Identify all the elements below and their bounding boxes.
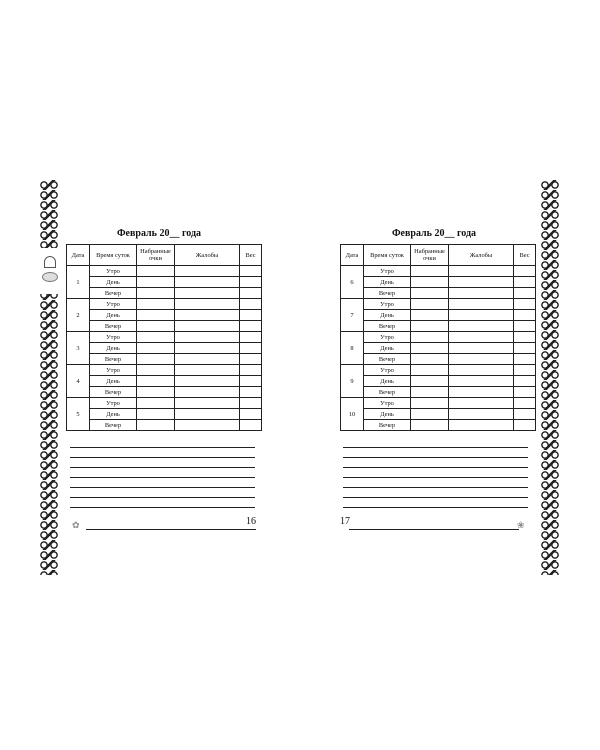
time-of-day-cell: День — [364, 277, 411, 288]
points-cell[interactable] — [411, 299, 449, 310]
complaints-cell[interactable] — [449, 321, 514, 332]
spiral-binding-left — [38, 180, 60, 575]
table-row — [341, 365, 536, 376]
table-row — [67, 288, 262, 299]
weight-cell[interactable] — [514, 365, 536, 376]
time-of-day-cell: Утро — [90, 332, 137, 343]
time-of-day-cell: Вечер — [90, 354, 137, 365]
complaints-cell[interactable] — [449, 343, 514, 354]
time-of-day-cell: Утро — [90, 299, 137, 310]
weight-cell[interactable] — [240, 343, 262, 354]
points-cell[interactable] — [411, 365, 449, 376]
time-of-day-cell: Вечер — [90, 420, 137, 431]
time-of-day-cell: Утро — [364, 299, 411, 310]
date-cell: 3 — [67, 332, 90, 365]
points-cell[interactable] — [137, 277, 175, 288]
points-cell[interactable] — [137, 376, 175, 387]
table-row — [67, 387, 262, 398]
table-row — [341, 387, 536, 398]
header-points: Набранные очки — [137, 245, 175, 266]
complaints-cell[interactable] — [449, 387, 514, 398]
points-cell[interactable] — [137, 354, 175, 365]
time-of-day-cell: Вечер — [364, 387, 411, 398]
table-row — [67, 398, 262, 409]
weight-cell[interactable] — [514, 343, 536, 354]
table-row — [67, 365, 262, 376]
writing-line — [70, 507, 255, 508]
page-number: 16 — [246, 516, 256, 527]
date-cell: 2 — [67, 299, 90, 332]
header-complaints: Жалобы — [175, 245, 240, 266]
points-cell[interactable] — [137, 299, 175, 310]
points-cell[interactable] — [137, 343, 175, 354]
table-body — [341, 266, 536, 431]
header-time: Время суток — [364, 245, 411, 266]
weight-cell[interactable] — [240, 354, 262, 365]
table-row — [341, 266, 536, 277]
complaints-cell[interactable] — [175, 398, 240, 409]
complaints-cell[interactable] — [449, 420, 514, 431]
time-of-day-cell: Вечер — [364, 420, 411, 431]
complaints-cell[interactable] — [449, 409, 514, 420]
time-of-day-cell: Утро — [90, 365, 137, 376]
complaints-cell[interactable] — [175, 321, 240, 332]
points-cell[interactable] — [137, 420, 175, 431]
complaints-cell[interactable] — [175, 310, 240, 321]
points-cell[interactable] — [411, 409, 449, 420]
points-cell[interactable] — [411, 332, 449, 343]
weight-cell[interactable] — [514, 398, 536, 409]
table-row — [67, 277, 262, 288]
weight-cell[interactable] — [240, 288, 262, 299]
complaints-cell[interactable] — [449, 310, 514, 321]
table-row — [341, 332, 536, 343]
spiral-binding-right — [539, 180, 561, 575]
weight-cell[interactable] — [514, 376, 536, 387]
time-of-day-cell: День — [364, 343, 411, 354]
time-of-day-cell: Утро — [90, 266, 137, 277]
complaints-cell[interactable] — [449, 398, 514, 409]
complaints-cell[interactable] — [175, 365, 240, 376]
time-of-day-cell: Утро — [90, 398, 137, 409]
complaints-cell[interactable] — [449, 266, 514, 277]
points-cell[interactable] — [137, 310, 175, 321]
weight-cell[interactable] — [514, 277, 536, 288]
weight-cell[interactable] — [240, 365, 262, 376]
writing-line — [343, 457, 528, 458]
weight-cell[interactable] — [514, 409, 536, 420]
table-row — [341, 310, 536, 321]
page-title: Февраль 20__ года — [116, 228, 202, 239]
points-cell[interactable] — [411, 343, 449, 354]
complaints-cell[interactable] — [449, 354, 514, 365]
table-row — [67, 420, 262, 431]
points-cell[interactable] — [137, 365, 175, 376]
table-row — [67, 343, 262, 354]
diary-table — [66, 244, 262, 431]
complaints-cell[interactable] — [175, 354, 240, 365]
header-time: Время суток — [90, 245, 137, 266]
time-of-day-cell: Утро — [364, 332, 411, 343]
bell-icon — [44, 256, 56, 268]
complaints-cell[interactable] — [175, 409, 240, 420]
time-of-day-cell: День — [364, 376, 411, 387]
writing-line — [70, 477, 255, 478]
weight-cell[interactable] — [514, 299, 536, 310]
table-row — [341, 354, 536, 365]
header-points: Набранные очки — [411, 245, 449, 266]
header-date: Дата — [67, 245, 90, 266]
flower-icon: ✿ — [72, 520, 80, 530]
points-cell[interactable] — [411, 420, 449, 431]
complaints-cell[interactable] — [449, 376, 514, 387]
complaints-cell[interactable] — [449, 365, 514, 376]
time-of-day-cell: Вечер — [364, 288, 411, 299]
points-cell[interactable] — [411, 387, 449, 398]
date-cell: 1 — [67, 266, 90, 299]
complaints-cell[interactable] — [175, 299, 240, 310]
points-cell[interactable] — [411, 321, 449, 332]
complaints-cell[interactable] — [175, 343, 240, 354]
time-of-day-cell: Вечер — [90, 387, 137, 398]
weight-cell[interactable] — [240, 277, 262, 288]
weight-cell[interactable] — [514, 321, 536, 332]
points-cell[interactable] — [411, 376, 449, 387]
table-row — [67, 310, 262, 321]
writing-line — [70, 497, 255, 498]
points-cell[interactable] — [137, 288, 175, 299]
page-title: Февраль 20__ года — [391, 228, 477, 239]
table-row — [341, 420, 536, 431]
time-of-day-cell: Вечер — [90, 321, 137, 332]
time-of-day-cell: День — [364, 310, 411, 321]
points-cell[interactable] — [411, 277, 449, 288]
diary-table — [340, 244, 536, 431]
weight-cell[interactable] — [240, 387, 262, 398]
table-row — [341, 277, 536, 288]
weight-cell[interactable] — [514, 288, 536, 299]
time-of-day-cell: Утро — [364, 398, 411, 409]
complaints-cell[interactable] — [449, 288, 514, 299]
complaints-cell[interactable] — [449, 299, 514, 310]
time-of-day-cell: День — [90, 310, 137, 321]
weight-cell[interactable] — [514, 387, 536, 398]
points-cell[interactable] — [411, 310, 449, 321]
weight-cell[interactable] — [514, 332, 536, 343]
time-of-day-cell: День — [90, 376, 137, 387]
table-row — [67, 376, 262, 387]
weight-cell[interactable] — [240, 332, 262, 343]
time-of-day-cell: День — [364, 409, 411, 420]
time-of-day-cell: День — [90, 409, 137, 420]
table-row — [67, 354, 262, 365]
weight-cell[interactable] — [240, 398, 262, 409]
weight-cell[interactable] — [514, 420, 536, 431]
writing-line — [343, 507, 528, 508]
table-row — [67, 299, 262, 310]
table-row — [67, 321, 262, 332]
table-row — [341, 299, 536, 310]
weight-cell[interactable] — [240, 321, 262, 332]
writing-line — [70, 447, 255, 448]
points-cell[interactable] — [137, 266, 175, 277]
writing-line — [70, 487, 255, 488]
points-cell[interactable] — [411, 288, 449, 299]
weight-cell[interactable] — [240, 299, 262, 310]
writing-line — [70, 467, 255, 468]
date-cell: 9 — [341, 365, 364, 398]
complaints-cell[interactable] — [175, 387, 240, 398]
date-cell: 10 — [341, 398, 364, 431]
header-weight: Вес — [240, 245, 262, 266]
writing-line — [70, 457, 255, 458]
weight-cell[interactable] — [240, 266, 262, 277]
page-number: 17 — [340, 516, 350, 527]
time-of-day-cell: Утро — [364, 365, 411, 376]
weight-cell[interactable] — [240, 420, 262, 431]
date-cell: 4 — [67, 365, 90, 398]
writing-line — [343, 477, 528, 478]
writing-line — [343, 497, 528, 498]
header-date: Дата — [341, 245, 364, 266]
complaints-cell[interactable] — [449, 332, 514, 343]
points-cell[interactable] — [137, 332, 175, 343]
writing-line — [343, 467, 528, 468]
footer-line — [86, 529, 256, 530]
points-cell[interactable] — [411, 354, 449, 365]
ornament-icon — [42, 272, 58, 282]
points-cell[interactable] — [411, 398, 449, 409]
time-of-day-cell: Вечер — [90, 288, 137, 299]
time-of-day-cell: День — [90, 277, 137, 288]
weight-cell[interactable] — [514, 266, 536, 277]
weight-cell[interactable] — [240, 376, 262, 387]
table-row — [341, 398, 536, 409]
points-cell[interactable] — [137, 321, 175, 332]
points-cell[interactable] — [137, 409, 175, 420]
points-cell[interactable] — [137, 387, 175, 398]
date-cell: 8 — [341, 332, 364, 365]
spiral-binding-ornament — [38, 248, 60, 294]
weight-cell[interactable] — [514, 354, 536, 365]
table-body — [67, 266, 262, 431]
table-row — [67, 409, 262, 420]
points-cell[interactable] — [411, 266, 449, 277]
date-cell: 7 — [341, 299, 364, 332]
complaints-cell[interactable] — [175, 332, 240, 343]
complaints-cell[interactable] — [175, 420, 240, 431]
table-row — [341, 288, 536, 299]
header-weight: Вес — [514, 245, 536, 266]
writing-line — [343, 487, 528, 488]
complaints-cell[interactable] — [175, 266, 240, 277]
table-row — [67, 266, 262, 277]
time-of-day-cell: Утро — [364, 266, 411, 277]
points-cell[interactable] — [137, 398, 175, 409]
weight-cell[interactable] — [240, 409, 262, 420]
complaints-cell[interactable] — [175, 288, 240, 299]
table-row — [341, 409, 536, 420]
weight-cell[interactable] — [514, 310, 536, 321]
flower-icon: ❀ — [517, 520, 525, 530]
table-row — [341, 321, 536, 332]
header-complaints: Жалобы — [449, 245, 514, 266]
time-of-day-cell: День — [90, 343, 137, 354]
table-row — [67, 332, 262, 343]
table-row — [341, 376, 536, 387]
complaints-cell[interactable] — [175, 277, 240, 288]
writing-line — [343, 447, 528, 448]
date-cell: 6 — [341, 266, 364, 299]
complaints-cell[interactable] — [449, 277, 514, 288]
footer-line — [349, 529, 519, 530]
time-of-day-cell: Вечер — [364, 321, 411, 332]
date-cell: 5 — [67, 398, 90, 431]
table-row — [341, 343, 536, 354]
complaints-cell[interactable] — [175, 376, 240, 387]
weight-cell[interactable] — [240, 310, 262, 321]
time-of-day-cell: Вечер — [364, 354, 411, 365]
